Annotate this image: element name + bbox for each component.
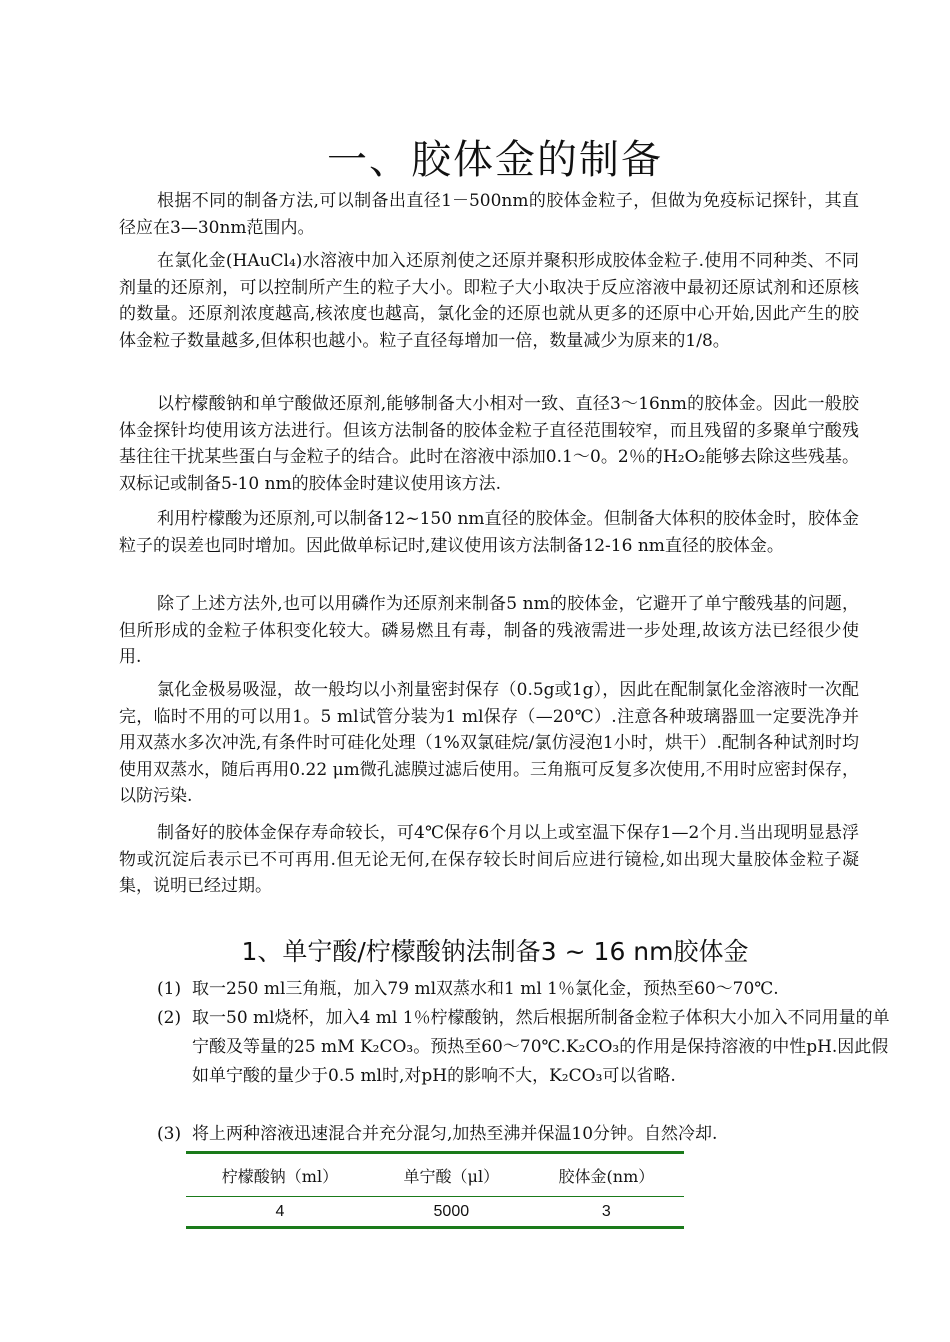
paragraph-2: 在氯化金(HAuCl₄)水溶液中加入还原剂使之还原并聚积形成胶体金粒子.使用不同种类、不同剂量的还原剂，可以控制所产生的粒子大小。即粒子大小取决于反应溶液中最初还原试剂和还原核的数量。还原剂浓度越高,核浓度也越高，氯化金的还原也就从更多的还原中心开始,因此产生的胶体金粒子数量越多,但体积也越小。粒子直径每增加一倍，数量减少为原来的1/8。 bbox=[119, 251, 859, 351]
step-3 bbox=[157, 1120, 892, 1149]
column-header-tannic-acid: 单宁酸（μl） bbox=[374, 1153, 529, 1197]
paragraph-5: 除了上述方法外,也可以用磷作为还原剂来制备5 nm的胶体金，它避开了单宁酸残基的问题，但所形成的金粒子体积变化较大。磷易燃且有毒，制备的残液需进一步处理,故该方法已经很少使用. bbox=[119, 594, 859, 667]
step-text: 将上两种溶液迅速混合并充分混匀,加热至沸并保温10分钟。自然冷却. bbox=[192, 1124, 718, 1144]
paragraph-4: 利用柠檬酸为还原剂,可以制备12~150 nm直径的胶体金。但制备大体积的胶体金时，胶体金粒子的误差也同时增加。因此做单标记时,建议使用该方法制备12-16 nm直径的胶体金。 bbox=[119, 509, 859, 556]
column-header-citrate: 柠檬酸钠（ml） bbox=[186, 1153, 374, 1197]
paragraph-7: 制备好的胶体金保存寿命较长，可4℃保存6个月以上或室温下保存1—2个月.当出现明显悬浮物或沉淀后表示已不可再用.但无论无何,在保存较长时间后应进行镜检,如出现大量胶体金粒子凝集，说明已经过期。 bbox=[119, 823, 859, 896]
step-number: (1) bbox=[157, 979, 182, 999]
table-header-row bbox=[186, 1153, 684, 1197]
table-cell: 4 bbox=[186, 1197, 374, 1228]
step-text: 取一250 ml三角瓶，加入79 ml双蒸水和1 ml 1％氯化金，预热至60～70℃. bbox=[192, 979, 779, 999]
table-row bbox=[186, 1197, 684, 1228]
paragraph-3: 以柠檬酸钠和单宁酸做还原剂,能够制备大小相对一致、直径3～16nm的胶体金。因此一般胶体金探针均使用该方法进行。但该方法制备的胶体金粒子直径范围较窄，而且残留的多聚单宁酸残基往往干扰某些蛋白与金粒子的结合。此时在溶液中添加0.1～0。2％的H₂O₂能够去除这些残基。双标记或制备5-10 nm的胶体金时建议使用该方法. bbox=[119, 394, 859, 494]
paragraph-6: 氯化金极易吸湿，故一般均以小剂量密封保存（0.5g或1g），因此在配制氯化金溶液时一次配完，临时不用的可以用1。5 ml试管分装为1 ml保存（—20℃）.注意各种玻璃器皿一定要洗净并用双蒸水多次冲洗,有条件时可硅化处理（1%双氯硅烷/氯仿浸泡1小时，烘干）.配制各种试剂时均使用双蒸水，随后再用0.22 μm微孔滤膜过滤后使用。三角瓶可反复多次使用,不用时应密封保存，以防污染. bbox=[119, 680, 859, 806]
paragraph-1: 根据不同的制备方法,可以制备出直径1－500nm的胶体金粒子，但做为免疫标记探针，其直径应在3—30nm范围内。 bbox=[119, 191, 859, 238]
step-number: (3) bbox=[157, 1124, 182, 1144]
section-title: 1、单宁酸/柠檬酸钠法制备3 ~ 16 nm胶体金 bbox=[241, 937, 749, 966]
step-1 bbox=[157, 975, 892, 1004]
column-header-colloidal-gold: 胶体金(nm） bbox=[529, 1153, 684, 1197]
page-title: 一、胶体金的制备 bbox=[327, 137, 663, 183]
table-cell: 5000 bbox=[374, 1197, 529, 1228]
step-text: 取一50 ml烧杯，加入4 ml 1％柠檬酸钠，然后根据所制备金粒子体积大小加入不同用量的单宁酸及等量的25 mM K₂CO₃。预热至60～70℃.K₂CO₃的作用是保持溶液的中性pH.因此假如单宁酸的量少于0.5 ml时,对pH的影响不大，K₂CO₃可以省略. bbox=[192, 1008, 890, 1086]
step-number: (2) bbox=[157, 1008, 182, 1028]
step-2 bbox=[157, 1004, 892, 1091]
table-cell: 3 bbox=[529, 1197, 684, 1228]
recipe-table bbox=[186, 1151, 684, 1229]
